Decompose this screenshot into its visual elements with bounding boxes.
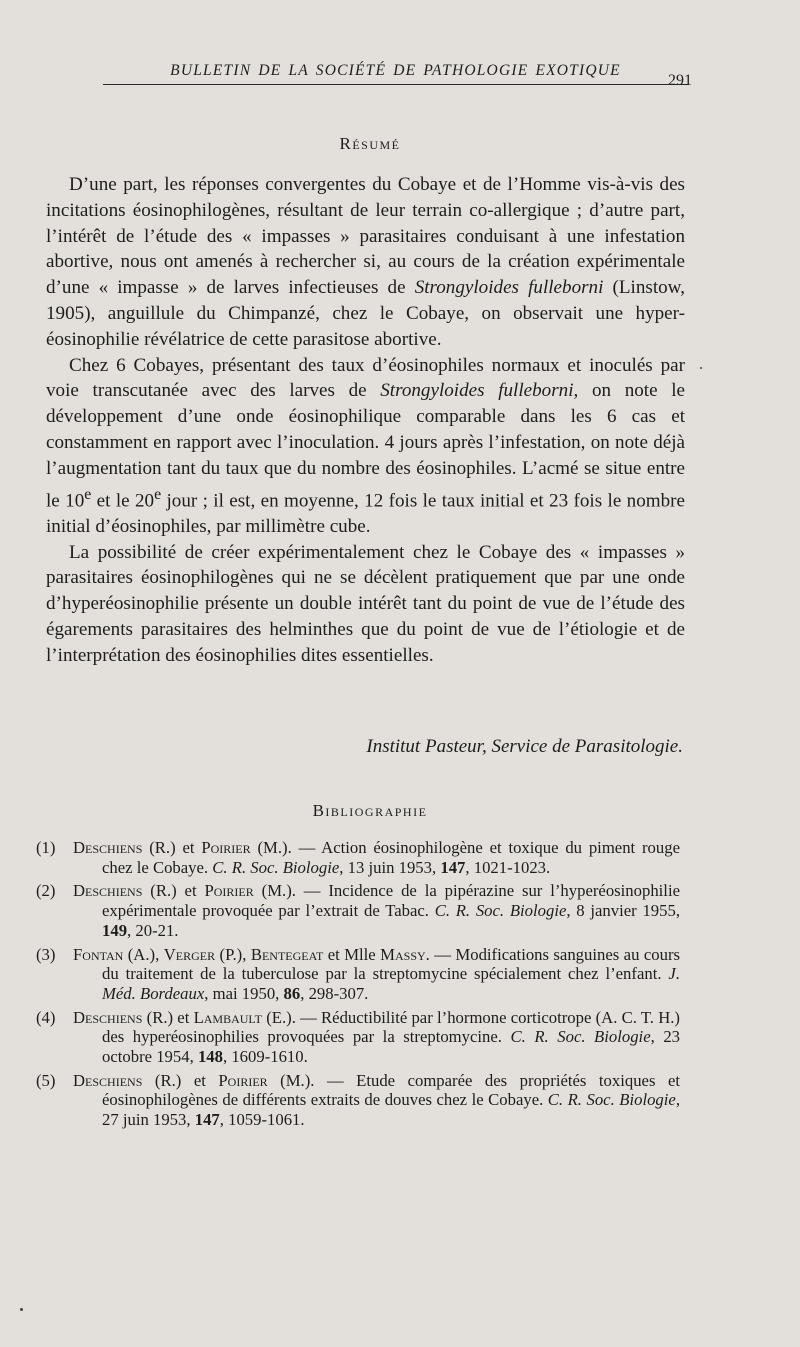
bibliography-heading: Bibliographie	[312, 801, 428, 820]
ordinal-suffix: e	[154, 485, 162, 503]
reference-title: . — Modifications sanguines au cours du traitement de la tuberculose par la streptomycine spécialement chez l’enfant.	[102, 944, 680, 984]
author-name: Deschiens	[73, 1070, 143, 1090]
resume-heading: Résumé	[339, 134, 401, 153]
pages: , 1609-1610.	[222, 1047, 308, 1067]
author-name: Deschiens	[73, 881, 143, 901]
text-run: (P.),	[215, 944, 251, 964]
journal-title: BULLETIN DE LA SOCIÉTÉ DE PATHOLOGIE EXOTIQUE	[170, 62, 621, 79]
resume-paragraph-2	[46, 353, 685, 540]
reference-title: (M.). — Action éosinophilogène et toxique du piment rouge chez le Cobaye.	[102, 838, 680, 877]
resume-paragraph-1	[46, 172, 685, 353]
journal-name: C. R. Soc. Biologie	[212, 857, 340, 877]
reference-item	[36, 1071, 680, 1130]
text-run: , 8 janvier 1955,	[566, 901, 680, 921]
text-run: (R.) et	[142, 881, 205, 901]
reference-item	[36, 945, 680, 1004]
journal-name: C. R. Soc. Biologie	[434, 901, 567, 921]
reference-number: (3)	[36, 944, 56, 964]
text-run: (R.) et	[142, 1007, 194, 1027]
species-name: Strongyloides fulleborni	[380, 380, 574, 402]
author-name: Poirier	[204, 881, 254, 901]
resume-body	[46, 172, 685, 669]
pages: , 20-21.	[127, 920, 179, 940]
reference-number: (4)	[36, 1007, 56, 1027]
text-run: , on note le développement d’une onde éosinophilique comparable dans les 6 cas et constamment en rapport avec l’inoculation. 4 jours après l’infestation, on note déjà l’augmentation tant du taux que du nombre des éosinophiles. L’acmé se situe entre le 10	[46, 380, 685, 511]
reference-number: (1)	[36, 838, 56, 857]
species-name: Strongyloides fulleborni	[414, 277, 604, 299]
author-name: Deschiens	[73, 838, 143, 857]
volume: 148	[197, 1047, 223, 1067]
reference-item	[36, 1008, 680, 1067]
text-run: Chez 6 Cobayes, présentant des taux d’éosinophiles normaux et inoculés par voie transcutanée avec des larves de	[46, 354, 685, 402]
volume: 149	[102, 920, 128, 940]
paper-speck	[700, 367, 702, 369]
reference-title: (M.). — Etude comparée des propriétés toxiques et éosinophilogènes de différents extraits de douves chez le Cobaye.	[102, 1070, 680, 1110]
paper-speck	[20, 1308, 23, 1311]
journal-name: C. R. Soc. Biologie	[547, 1090, 676, 1110]
author-name: Poirier	[218, 1070, 268, 1090]
text-run: D’une part, les réponses convergentes du Cobaye et de l’Homme vis-à-vis des incitations éosinophilogènes, résultant de leur terrain co-allergique ; d’autre part, l’intérêt de l’étude des « impasses » parasitaires conduisant à une infestation abortive, nous ont amenés à rechercher si, au cours de la création expérimentale d’une « impasse » de larves infectieuses de	[46, 174, 685, 299]
text-run: et Mlle	[323, 944, 381, 964]
reference-number: (5)	[36, 1070, 56, 1090]
text-run: (R.) et	[142, 1070, 219, 1090]
text-run: , 23 octobre 1954,	[102, 1027, 681, 1067]
volume: 86	[283, 983, 301, 1003]
text-run: , 13 juin 1953,	[339, 857, 441, 877]
author-name: Fontan	[73, 944, 124, 964]
resume-paragraph-3: La possibilité de créer expérimentalement chez le Cobaye des « impasses » parasitaires éosinophilogènes qui ne se décèlent pratiquement que par une onde d’hyperéosinophilie présente un double intérêt tant du point de vue de l’étude des égarements parasitaires des helminthes que du point de vue de l’étiologie et de l’interprétation des éosinophilies dites essentielles.	[46, 541, 685, 666]
author-name: Verger	[163, 944, 216, 964]
author-name: Poirier	[201, 838, 251, 857]
author-name: Bentegeat	[250, 944, 324, 964]
running-header	[103, 62, 692, 89]
volume: 147	[440, 857, 466, 877]
reference-title: (M.). — Incidence de la pipérazine sur l’hyperéosinophilie expérimentale provoquée par l’extrait de Tabac.	[102, 881, 680, 921]
volume: 147	[194, 1110, 220, 1130]
author-name: Deschiens	[73, 1007, 143, 1027]
pages: , 1021-1023.	[465, 857, 551, 877]
text-run: (A.),	[123, 944, 164, 964]
journal-name: C. R. Soc. Biologie	[510, 1027, 651, 1047]
ordinal-suffix: e	[84, 485, 92, 503]
text-run: , 27 juin 1953,	[102, 1090, 680, 1130]
reference-list	[36, 838, 680, 1134]
text-run: (Linstow, 1905), anguillule du Chimpanzé, chez le Cobaye, on observait une hyper-éosinophilie révélatrice de cette parasitose abortive.	[46, 277, 685, 350]
reference-title: (E.). — Réductibilité par l’hormone corticotrope (A. C. T. H.) des hyperéosinophilies provoquées par la streptomycine.	[102, 1007, 680, 1047]
affiliation: Institut Pasteur, Service de Parasitologie.	[366, 736, 683, 757]
reference-item	[36, 881, 680, 940]
text-run: , mai 1950,	[204, 983, 284, 1003]
text-run: (R.) et	[142, 838, 202, 857]
pages: , 298-307.	[300, 983, 369, 1003]
text-run: jour ; il est, en moyenne, 12 fois le taux initial et 23 fois le nombre initial d’éosinophiles, par millimètre cube.	[46, 489, 685, 537]
author-name: Lambault	[193, 1007, 262, 1027]
pages: , 1059-1061.	[219, 1110, 305, 1130]
journal-name: J. Méd. Bordeaux	[102, 964, 680, 1003]
author-name: Massy	[380, 944, 426, 964]
page-number: 291	[668, 72, 692, 89]
reference-item	[36, 838, 680, 877]
text-run: et le 20	[91, 489, 155, 511]
reference-number: (2)	[36, 881, 56, 901]
